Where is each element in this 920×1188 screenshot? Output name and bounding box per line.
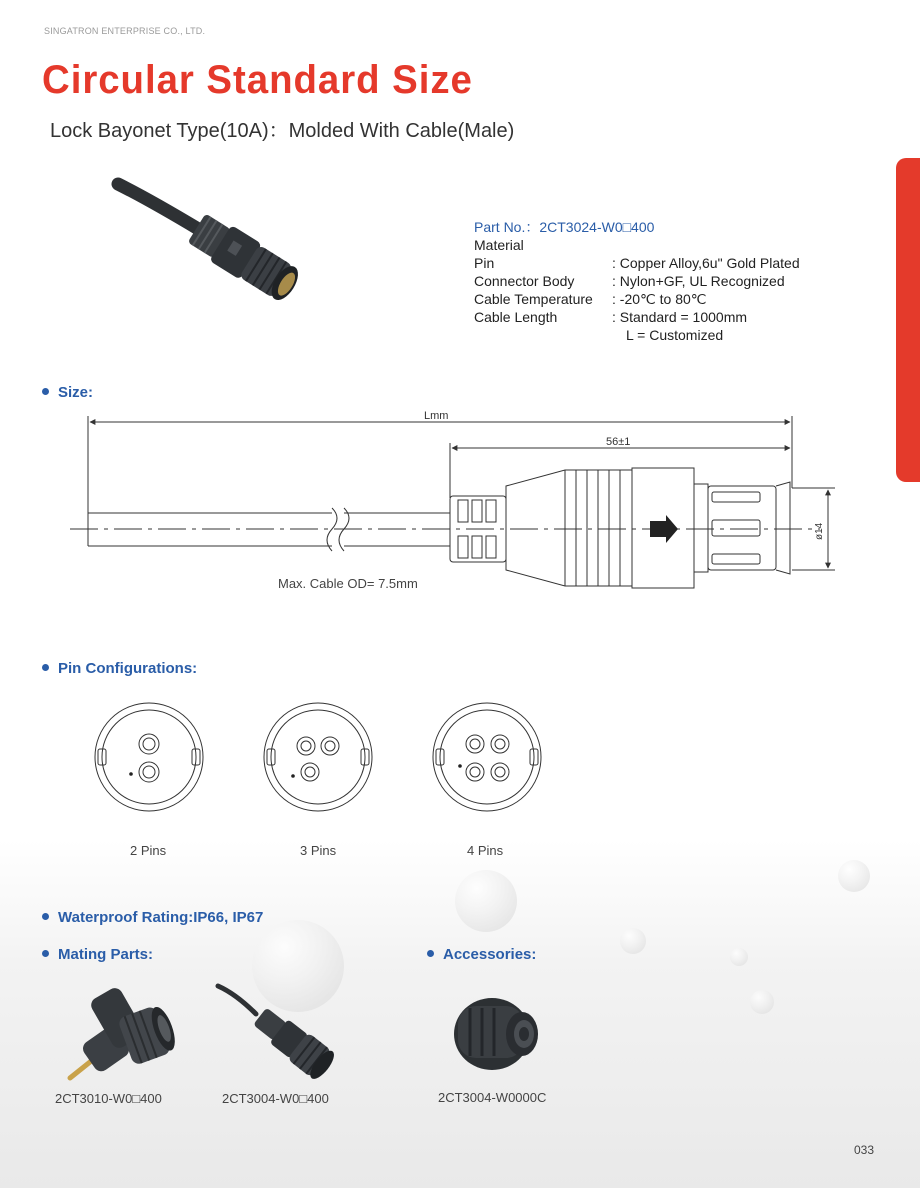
decorative-bubble	[620, 928, 646, 954]
spec-value: : -20℃ to 80℃	[612, 291, 707, 307]
section-tab	[896, 158, 920, 482]
page-subtitle: Lock Bayonet Type(10A)：Molded With Cable(Male)	[50, 120, 515, 142]
mating-part-photo-2	[212, 980, 342, 1080]
pin-label-2: 2 Pins	[130, 843, 167, 858]
spec-row	[474, 308, 800, 326]
spec-value: : Copper Alloy,6u" Gold Plated	[612, 255, 800, 271]
mating-part-label-2: 2CT3004-W0□400	[222, 1091, 329, 1106]
spec-value: : Nylon+GF, UL Recognized	[612, 273, 785, 289]
size-heading: Size:	[42, 384, 93, 401]
bullet-icon	[42, 913, 49, 920]
decorative-bubble	[455, 870, 517, 932]
spec-row	[474, 326, 800, 344]
pin-diagram-3	[255, 702, 385, 812]
pin-config-heading: Pin Configurations:	[42, 660, 197, 677]
part-number: Part No.：2CT3024-W0□400	[474, 219, 655, 235]
material-label: Material	[474, 237, 524, 253]
accessory-photo	[440, 988, 550, 1078]
spec-block	[474, 218, 800, 344]
custom-length-note: L = Customized	[626, 327, 724, 343]
page-number: 033	[854, 1143, 875, 1157]
spec-label: Connector Body	[474, 273, 575, 289]
spec-value: : Standard = 1000mm	[612, 309, 748, 325]
spec-row	[474, 290, 800, 308]
spec-label: Cable Length	[474, 309, 558, 325]
pin-label-3: 3 Pins	[300, 843, 337, 858]
mating-part-photo-1	[60, 982, 200, 1082]
spec-row	[474, 254, 800, 272]
dimension-diameter-label: ø14	[814, 522, 825, 540]
bullet-icon	[427, 950, 434, 957]
decorative-bubble	[730, 948, 748, 966]
dimension-drawing	[60, 408, 850, 608]
spec-label: Cable Temperature	[474, 291, 593, 307]
bullet-icon	[42, 664, 49, 671]
bullet-icon	[42, 950, 49, 957]
company-name: SINGATRON ENTERPRISE CO., LTD.	[44, 26, 206, 36]
mating-part-label-1: 2CT3010-W0□400	[55, 1091, 162, 1106]
pin-diagram-4	[424, 702, 554, 812]
bullet-icon	[42, 388, 49, 395]
accessory-label: 2CT3004-W0000C	[438, 1090, 547, 1105]
decorative-bubble	[750, 990, 774, 1014]
accessories-heading: Accessories:	[427, 946, 536, 963]
page-title: Circular Standard Size	[42, 58, 473, 102]
product-photo	[110, 170, 330, 320]
cable-od-note: Max. Cable OD= 7.5mm	[278, 576, 418, 591]
spec-label: Pin	[474, 255, 495, 271]
pin-diagram-2	[86, 702, 216, 812]
pin-label-4: 4 Pins	[467, 843, 504, 858]
mating-heading: Mating Parts:	[42, 946, 153, 963]
decorative-bubble	[838, 860, 870, 892]
dimension-connector-label: 56±1	[606, 436, 631, 448]
dimension-total-label: Lmm	[424, 410, 449, 422]
waterproof-heading: Waterproof Rating:IP66, IP67	[42, 909, 263, 926]
spec-row	[474, 272, 800, 290]
